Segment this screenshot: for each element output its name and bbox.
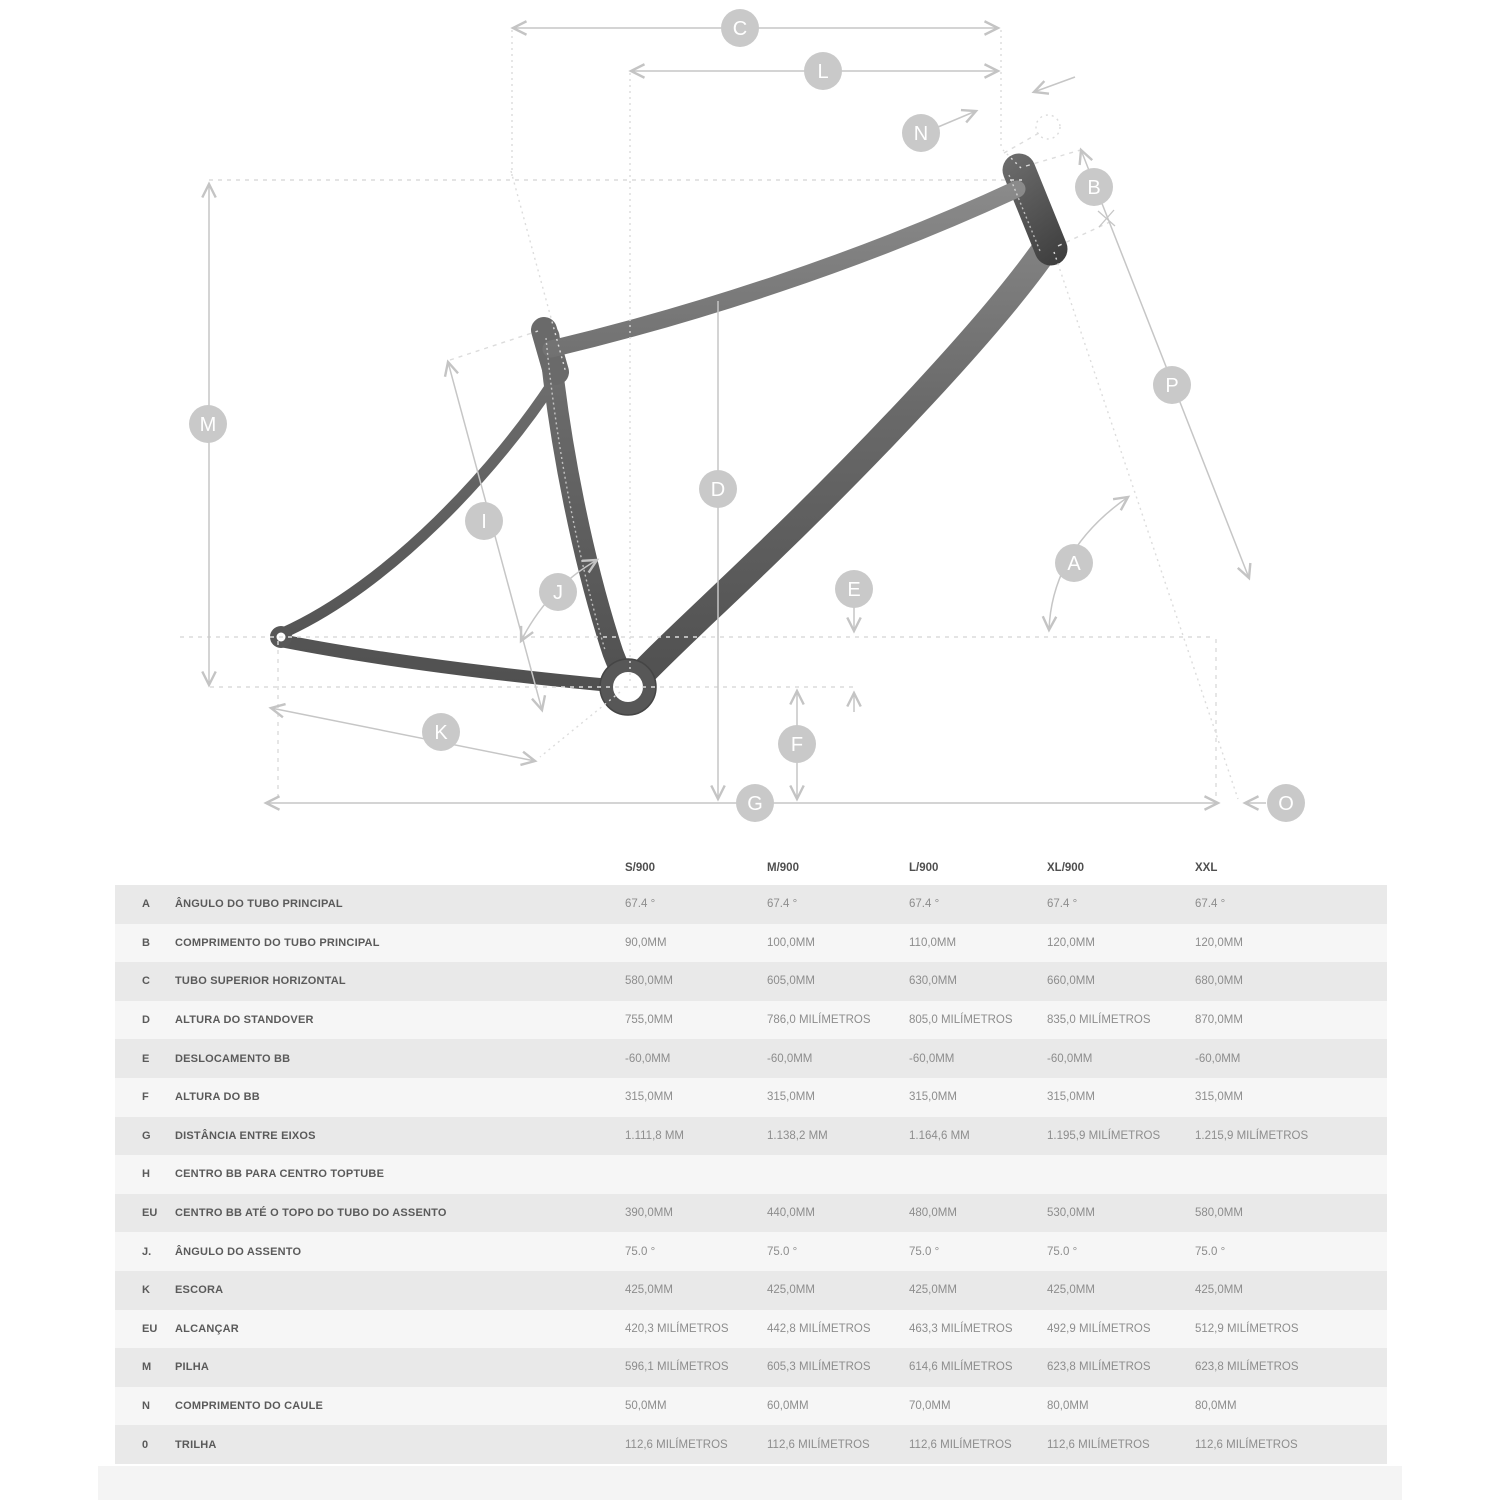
seat-tube-top-tick <box>450 331 538 360</box>
row-label: CENTRO BB PARA CENTRO TOPTUBE <box>175 1168 385 1181</box>
steering-axis <box>1054 252 1238 799</box>
row-value-xxl: 425,0MM <box>1195 1284 1243 1297</box>
row-value-s: 1.111,8 MM <box>625 1129 685 1142</box>
row-value-xl: 492,9 MILÍMETROS <box>1047 1322 1151 1335</box>
svg-text:E: E <box>847 579 861 601</box>
dim-badge-b <box>1075 168 1113 206</box>
row-value-xxl: 75.0 ° <box>1195 1245 1226 1258</box>
frame-seat-tube <box>549 336 628 686</box>
row-label: PILHA <box>175 1361 209 1374</box>
row-value-s: 315,0MM <box>625 1091 673 1104</box>
row-letter: M <box>142 1361 152 1374</box>
row-value-m: 425,0MM <box>767 1284 815 1297</box>
row-value-m: 605,0MM <box>767 975 815 988</box>
dim-badge-i <box>465 502 503 540</box>
row-letter: 0 <box>142 1438 149 1451</box>
row-letter: N <box>142 1400 150 1413</box>
stem-ghost-line <box>1004 133 1039 153</box>
row-label: TRILHA <box>175 1438 217 1451</box>
row-letter: EU <box>142 1322 158 1335</box>
dim-badge-c <box>721 9 759 47</box>
row-value-m: 605,3 MILÍMETROS <box>767 1361 871 1374</box>
row-letter: EU <box>142 1207 158 1220</box>
row-label: CENTRO BB ATÉ O TOPO DO TUBO DO ASSENTO <box>175 1207 447 1220</box>
row-value-s: 67.4 ° <box>625 898 656 911</box>
row-value-s: 112,6 MILÍMETROS <box>625 1438 728 1451</box>
header-size-xl: XL/900 <box>1047 862 1085 874</box>
svg-text:J: J <box>553 582 563 604</box>
row-value-xxl: 870,0MM <box>1195 1014 1243 1027</box>
frame-top-tube <box>551 189 1017 349</box>
frame-seat-stay <box>283 378 556 633</box>
dim-badge-d <box>699 470 737 508</box>
row-value-m: 440,0MM <box>767 1207 815 1220</box>
row-label: ALTURA DO STANDOVER <box>175 1014 314 1027</box>
row-value-m: 786,0 MILÍMETROS <box>767 1014 871 1027</box>
row-value-s: 390,0MM <box>625 1207 673 1220</box>
dim-line-k-chainstay <box>271 708 535 761</box>
row-value-xl: 623,8 MILÍMETROS <box>1047 1361 1151 1374</box>
row-value-s: 580,0MM <box>625 975 673 988</box>
table-row <box>115 1039 1387 1078</box>
row-label: ALCANÇAR <box>175 1322 239 1335</box>
row-letter: E <box>142 1052 150 1065</box>
head-tube-top-tick <box>1026 149 1084 166</box>
table-row <box>115 924 1387 963</box>
header-size-m: M/900 <box>767 862 799 874</box>
row-value-xl: 530,0MM <box>1047 1207 1095 1220</box>
row-value-xxl: 112,6 MILÍMETROS <box>1195 1438 1298 1451</box>
table-row <box>115 1232 1387 1271</box>
svg-text:P: P <box>1165 375 1179 397</box>
dim-badge-o <box>1267 784 1305 822</box>
row-value-l: 463,3 MILÍMETROS <box>909 1322 1013 1335</box>
table-row <box>115 1155 1387 1194</box>
table-row <box>115 962 1387 1001</box>
dim-badge-m <box>189 405 227 443</box>
row-value-xxl: 580,0MM <box>1195 1207 1243 1220</box>
table-row <box>115 1117 1387 1156</box>
dim-badge-l <box>804 52 842 90</box>
row-value-l: 1.164,6 MM <box>909 1129 970 1142</box>
row-letter: F <box>142 1091 149 1104</box>
row-label: ALTURA DO BB <box>175 1091 260 1104</box>
row-value-m: 60,0MM <box>767 1400 809 1413</box>
row-value-l: 480,0MM <box>909 1207 957 1220</box>
row-value-xxl: 623,8 MILÍMETROS <box>1195 1361 1299 1374</box>
row-value-s: -60,0MM <box>625 1052 671 1065</box>
row-value-xl: 112,6 MILÍMETROS <box>1047 1438 1150 1451</box>
row-value-xl: 1.195,9 MILÍMETROS <box>1047 1129 1161 1142</box>
dim-badge-a <box>1055 544 1093 582</box>
row-value-l: 805,0 MILÍMETROS <box>909 1014 1013 1027</box>
table-row <box>115 1310 1387 1349</box>
row-value-xl: 425,0MM <box>1047 1284 1095 1297</box>
row-value-s: 425,0MM <box>625 1284 673 1297</box>
row-value-s: 420,3 MILÍMETROS <box>625 1322 729 1335</box>
frame-chain-stay <box>283 641 616 686</box>
row-value-xxl: 80,0MM <box>1195 1400 1237 1413</box>
next-section-band <box>98 1466 1402 1500</box>
header-size-xxl: XXL <box>1195 862 1218 874</box>
head-tube-bottom-tick <box>1058 221 1112 246</box>
row-letter: H <box>142 1168 150 1181</box>
row-value-l: 614,6 MILÍMETROS <box>909 1361 1013 1374</box>
handlebar-ghost-circle <box>1036 115 1060 139</box>
svg-text:O: O <box>1278 793 1294 815</box>
table-row <box>115 1194 1387 1233</box>
row-letter: J. <box>142 1245 152 1258</box>
row-letter: K <box>142 1284 150 1297</box>
row-letter: C <box>142 975 150 988</box>
svg-text:A: A <box>1067 553 1081 575</box>
row-value-xl: 75.0 ° <box>1047 1245 1078 1258</box>
svg-text:C: C <box>732 18 748 40</box>
row-value-l: 110,0MM <box>909 936 957 949</box>
svg-text:K: K <box>434 722 448 744</box>
dim-b-p-cross-tick <box>1098 210 1115 227</box>
svg-text:G: G <box>747 793 763 815</box>
row-letter: D <box>142 1014 150 1027</box>
row-value-l: 425,0MM <box>909 1284 957 1297</box>
dim-badge-e <box>835 570 873 608</box>
row-value-m: 112,6 MILÍMETROS <box>767 1438 870 1451</box>
row-value-s: 755,0MM <box>625 1014 673 1027</box>
dim-badge-g <box>736 784 774 822</box>
row-value-m: -60,0MM <box>767 1052 813 1065</box>
table-row <box>115 1387 1387 1426</box>
row-label: COMPRIMENTO DO CAULE <box>175 1400 324 1413</box>
geometry-table-body <box>115 885 1387 1464</box>
row-value-s: 596,1 MILÍMETROS <box>625 1361 729 1374</box>
stem-pointer-arrow <box>1034 77 1075 92</box>
row-value-xxl: -60,0MM <box>1195 1052 1241 1065</box>
row-value-l: 67.4 ° <box>909 898 940 911</box>
dim-badge-k <box>422 713 460 751</box>
row-value-xxl: 680,0MM <box>1195 975 1243 988</box>
row-label: COMPRIMENTO DO TUBO PRINCIPAL <box>175 936 380 949</box>
row-value-l: 630,0MM <box>909 975 957 988</box>
row-value-l: -60,0MM <box>909 1052 955 1065</box>
svg-text:M: M <box>199 414 217 436</box>
svg-text:B: B <box>1087 177 1101 199</box>
row-value-s: 75.0 ° <box>625 1245 656 1258</box>
row-label: TUBO SUPERIOR HORIZONTAL <box>175 975 346 988</box>
table-row <box>115 1078 1387 1117</box>
row-value-m: 1.138,2 MM <box>767 1129 828 1142</box>
svg-text:I: I <box>481 511 487 533</box>
table-row <box>115 885 1387 924</box>
row-value-l: 112,6 MILÍMETROS <box>909 1438 1012 1451</box>
table-row <box>115 1425 1387 1464</box>
row-value-xl: 835,0 MILÍMETROS <box>1047 1014 1151 1027</box>
row-value-m: 442,8 MILÍMETROS <box>767 1322 871 1335</box>
dimension-lines <box>209 28 1266 803</box>
svg-text:N: N <box>913 123 929 145</box>
row-label: ÂNGULO DO TUBO PRINCIPAL <box>175 898 343 911</box>
row-letter: B <box>142 936 150 949</box>
frame-head-tube <box>1019 170 1051 249</box>
row-label: ÂNGULO DO ASSENTO <box>175 1245 302 1258</box>
header-size-s: S/900 <box>625 862 656 874</box>
row-value-xxl: 315,0MM <box>1195 1091 1243 1104</box>
bike-frame <box>270 170 1051 715</box>
svg-text:F: F <box>790 734 804 756</box>
dim-badge-p <box>1153 366 1191 404</box>
dim-badge-j <box>539 573 577 611</box>
row-value-m: 75.0 ° <box>767 1245 798 1258</box>
table-row <box>115 1348 1387 1387</box>
row-value-l: 315,0MM <box>909 1091 957 1104</box>
geometry-table-header <box>115 851 1387 885</box>
row-value-xl: 67.4 ° <box>1047 898 1078 911</box>
row-value-xxl: 120,0MM <box>1195 936 1243 949</box>
table-row <box>115 1001 1387 1040</box>
row-value-xl: 660,0MM <box>1047 975 1095 988</box>
dim-badge-f <box>778 725 816 763</box>
row-value-xl: -60,0MM <box>1047 1052 1093 1065</box>
row-value-xxl: 512,9 MILÍMETROS <box>1195 1322 1299 1335</box>
row-value-xl: 80,0MM <box>1047 1400 1089 1413</box>
row-value-l: 70,0MM <box>909 1400 951 1413</box>
row-value-m: 315,0MM <box>767 1091 815 1104</box>
svg-text:L: L <box>817 61 829 83</box>
table-row <box>115 1271 1387 1310</box>
row-value-xxl: 1.215,9 MILÍMETROS <box>1195 1129 1309 1142</box>
row-label: ESCORA <box>175 1284 224 1297</box>
row-value-l: 75.0 ° <box>909 1245 940 1258</box>
row-value-s: 90,0MM <box>625 936 667 949</box>
row-letter: A <box>142 898 150 911</box>
row-value-s: 50,0MM <box>625 1400 667 1413</box>
row-label: DESLOCAMENTO BB <box>175 1052 291 1065</box>
row-value-xl: 120,0MM <box>1047 936 1095 949</box>
row-value-xl: 315,0MM <box>1047 1091 1095 1104</box>
construction-lines <box>180 30 1238 801</box>
row-value-m: 100,0MM <box>767 936 815 949</box>
row-value-xxl: 67.4 ° <box>1195 898 1226 911</box>
row-value-m: 67.4 ° <box>767 898 798 911</box>
header-size-l: L/900 <box>909 862 939 874</box>
geometry-table <box>115 851 1387 1464</box>
dim-badge-n <box>902 114 940 152</box>
row-letter: G <box>142 1129 151 1142</box>
row-label: DISTÂNCIA ENTRE EIXOS <box>175 1129 316 1142</box>
dimension-badges <box>189 9 1305 822</box>
dim-arrow-n-stem <box>938 111 976 127</box>
svg-text:D: D <box>710 479 726 501</box>
